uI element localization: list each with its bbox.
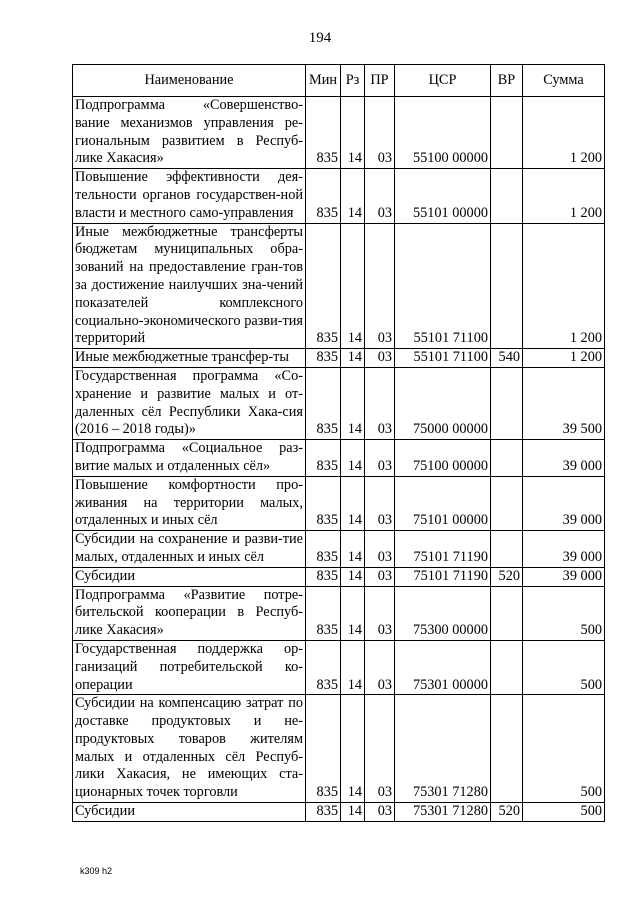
header-vr: ВР xyxy=(491,65,523,97)
table-row xyxy=(73,640,605,694)
table-row xyxy=(73,440,605,477)
table-row xyxy=(73,695,605,803)
cell-min: 835 xyxy=(306,531,341,568)
cell-vr: 520 xyxy=(491,567,523,586)
cell-pr: 03 xyxy=(365,440,395,477)
cell-name: Субсидии xyxy=(73,567,306,586)
cell-vr: 520 xyxy=(491,803,523,822)
cell-name: Повышение комфортности про-живания на территории малых, отдаленных и иных сёл xyxy=(73,476,306,530)
cell-name: Иные межбюджетные трансферты бюджетам муниципальных обра-зований на предоставление гран-тов за достижение наилучших зна-чений показателей комплексного социально-экономического разви-тия территорий xyxy=(73,223,306,349)
cell-min: 835 xyxy=(306,223,341,349)
cell-rz: 14 xyxy=(341,367,365,439)
cell-min: 835 xyxy=(306,367,341,439)
cell-rz: 14 xyxy=(341,695,365,803)
cell-csr: 55101 71100 xyxy=(395,223,491,349)
cell-vr xyxy=(491,640,523,694)
header-csr: ЦСР xyxy=(395,65,491,97)
cell-sum: 500 xyxy=(523,640,605,694)
cell-name: Государственная поддержка ор-ганизаций потребительской ко-операции xyxy=(73,640,306,694)
table-body xyxy=(73,97,605,822)
cell-pr: 03 xyxy=(365,349,395,368)
cell-csr: 75101 00000 xyxy=(395,476,491,530)
footer-code: k309 h2 xyxy=(80,866,113,876)
cell-min: 835 xyxy=(306,169,341,223)
cell-min: 835 xyxy=(306,440,341,477)
cell-min: 835 xyxy=(306,567,341,586)
cell-vr xyxy=(491,223,523,349)
cell-name: Подпрограмма «Развитие потре-бительской кооперации в Респуб-лике Хакасия» xyxy=(73,586,306,640)
cell-min: 835 xyxy=(306,97,341,169)
cell-rz: 14 xyxy=(341,97,365,169)
table-header-row xyxy=(73,65,605,97)
table-row xyxy=(73,567,605,586)
cell-sum: 1 200 xyxy=(523,223,605,349)
cell-csr: 75300 00000 xyxy=(395,586,491,640)
cell-sum: 1 200 xyxy=(523,349,605,368)
cell-rz: 14 xyxy=(341,567,365,586)
table-row xyxy=(73,169,605,223)
cell-sum: 1 200 xyxy=(523,169,605,223)
cell-vr xyxy=(491,476,523,530)
cell-rz: 14 xyxy=(341,349,365,368)
cell-vr: 540 xyxy=(491,349,523,368)
header-name: Наименование xyxy=(73,65,306,97)
cell-name: Субсидии на компенсацию затрат по доставке продуктовых и не-продуктовых товаров жителям малых и отдаленных сёл Респуб-лики Хакасия, не имеющих ста-ционарных точек торговли xyxy=(73,695,306,803)
table-row xyxy=(73,586,605,640)
cell-pr: 03 xyxy=(365,169,395,223)
header-sum: Сумма xyxy=(523,65,605,97)
cell-csr: 75301 71280 xyxy=(395,695,491,803)
cell-name: Подпрограмма «Социальное раз-витие малых и отдаленных сёл» xyxy=(73,440,306,477)
cell-sum: 1 200 xyxy=(523,97,605,169)
cell-sum: 500 xyxy=(523,695,605,803)
cell-vr xyxy=(491,169,523,223)
cell-rz: 14 xyxy=(341,440,365,477)
cell-rz: 14 xyxy=(341,476,365,530)
cell-csr: 55101 71100 xyxy=(395,349,491,368)
cell-vr xyxy=(491,97,523,169)
cell-csr: 75101 71190 xyxy=(395,531,491,568)
page-number: 194 xyxy=(308,30,332,46)
cell-pr: 03 xyxy=(365,531,395,568)
cell-pr: 03 xyxy=(365,695,395,803)
cell-vr xyxy=(491,531,523,568)
cell-min: 835 xyxy=(306,476,341,530)
cell-name: Повышение эффективности дея-тельности органов государствен-ной власти и местного само-управления xyxy=(73,169,306,223)
cell-sum: 39 000 xyxy=(523,531,605,568)
cell-sum: 500 xyxy=(523,803,605,822)
cell-csr: 75301 71280 xyxy=(395,803,491,822)
cell-csr: 55100 00000 xyxy=(395,97,491,169)
cell-min: 835 xyxy=(306,586,341,640)
cell-pr: 03 xyxy=(365,567,395,586)
cell-name: Подпрограмма «Совершенство-вание механизмов управления ре-гиональным развитием в Респуб-лике Хакасия» xyxy=(73,97,306,169)
table-row xyxy=(73,531,605,568)
cell-min: 835 xyxy=(306,803,341,822)
cell-vr xyxy=(491,367,523,439)
cell-rz: 14 xyxy=(341,223,365,349)
cell-pr: 03 xyxy=(365,586,395,640)
cell-vr xyxy=(491,695,523,803)
cell-name: Субсидии xyxy=(73,803,306,822)
cell-csr: 75101 71190 xyxy=(395,567,491,586)
table-row xyxy=(73,349,605,368)
cell-min: 835 xyxy=(306,695,341,803)
cell-pr: 03 xyxy=(365,803,395,822)
cell-name: Субсидии на сохранение и разви-тие малых, отдаленных и иных сёл xyxy=(73,531,306,568)
table-row xyxy=(73,476,605,530)
cell-pr: 03 xyxy=(365,640,395,694)
cell-rz: 14 xyxy=(341,803,365,822)
cell-rz: 14 xyxy=(341,531,365,568)
cell-pr: 03 xyxy=(365,476,395,530)
budget-table xyxy=(72,64,605,822)
table-row xyxy=(73,367,605,439)
cell-vr xyxy=(491,586,523,640)
table-row xyxy=(73,803,605,822)
header-pr: ПР xyxy=(365,65,395,97)
cell-min: 835 xyxy=(306,349,341,368)
cell-csr: 75000 00000 xyxy=(395,367,491,439)
cell-pr: 03 xyxy=(365,97,395,169)
cell-pr: 03 xyxy=(365,223,395,349)
cell-sum: 39 000 xyxy=(523,476,605,530)
cell-name: Иные межбюджетные трансфер-ты xyxy=(73,349,306,368)
cell-sum: 39 000 xyxy=(523,440,605,477)
cell-name: Государственная программа «Со-хранение и развитие малых и от-даленных сёл Республики Хака-сия (2016 – 2018 годы)» xyxy=(73,367,306,439)
cell-sum: 39 000 xyxy=(523,567,605,586)
header-min: Мин xyxy=(306,65,341,97)
cell-min: 835 xyxy=(306,640,341,694)
cell-csr: 75100 00000 xyxy=(395,440,491,477)
cell-csr: 75301 00000 xyxy=(395,640,491,694)
cell-vr xyxy=(491,440,523,477)
cell-sum: 39 500 xyxy=(523,367,605,439)
cell-sum: 500 xyxy=(523,586,605,640)
cell-rz: 14 xyxy=(341,169,365,223)
table-row xyxy=(73,97,605,169)
cell-csr: 55101 00000 xyxy=(395,169,491,223)
table-row xyxy=(73,223,605,349)
header-rz: Рз xyxy=(341,65,365,97)
cell-pr: 03 xyxy=(365,367,395,439)
cell-rz: 14 xyxy=(341,586,365,640)
cell-rz: 14 xyxy=(341,640,365,694)
